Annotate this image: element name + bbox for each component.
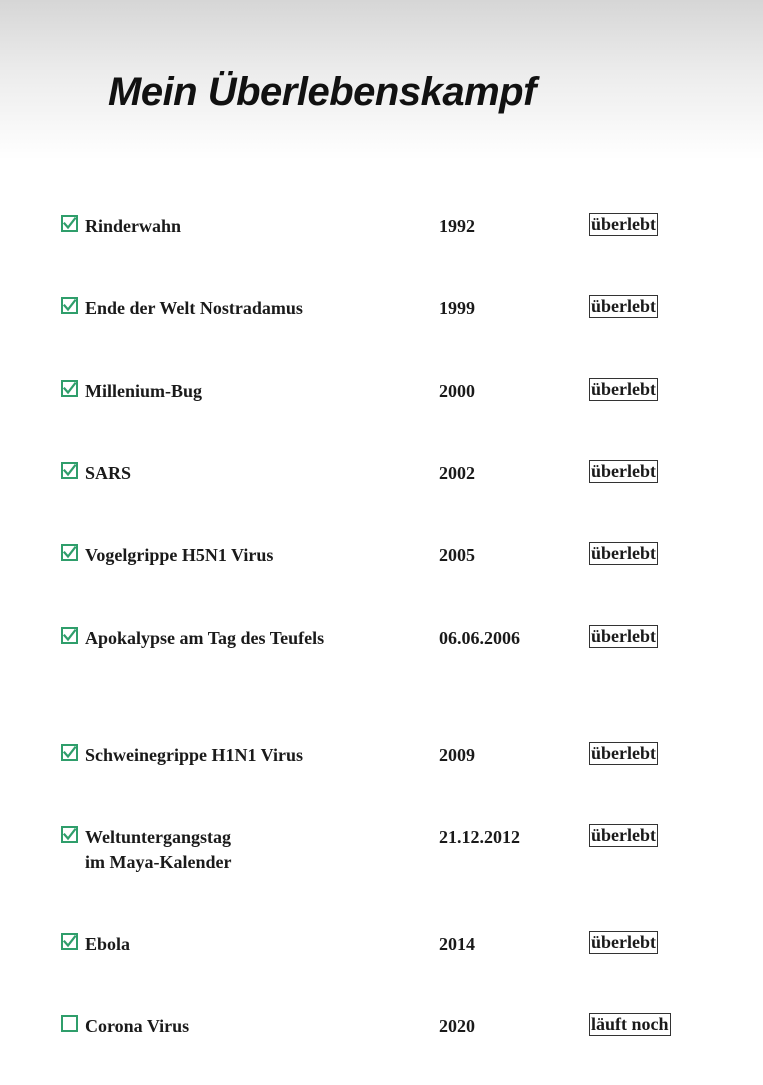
checked-checkbox-icon[interactable] bbox=[61, 933, 78, 950]
event-year: 2020 bbox=[439, 1016, 475, 1036]
event-year: 2014 bbox=[439, 934, 475, 954]
list-item bbox=[0, 626, 763, 697]
event-name-line: Ebola bbox=[85, 934, 131, 954]
checkmark-icon bbox=[63, 546, 76, 559]
status-badge: läuft noch bbox=[591, 1014, 669, 1034]
list-item bbox=[0, 296, 763, 367]
status-badge: überlebt bbox=[591, 825, 656, 845]
event-name-line: Schweinegrippe H1N1 Virus bbox=[85, 745, 304, 765]
event-year: 21.12.2012 bbox=[439, 827, 520, 847]
checkmark-icon bbox=[63, 828, 76, 841]
status-badge: überlebt bbox=[591, 379, 656, 399]
event-name-line: Weltuntergangstag bbox=[85, 827, 231, 847]
page-title: Mein Überlebenskampf bbox=[108, 70, 536, 114]
event-name-line-2: im Maya-Kalender bbox=[85, 852, 232, 872]
event-year: 2000 bbox=[439, 381, 475, 401]
unchecked-checkbox-icon[interactable] bbox=[61, 1015, 78, 1032]
checked-checkbox-icon[interactable] bbox=[61, 215, 78, 232]
status-badge: überlebt bbox=[591, 543, 656, 563]
list-item bbox=[0, 743, 763, 814]
event-name bbox=[85, 461, 131, 486]
event-name-line: Rinderwahn bbox=[85, 216, 182, 236]
event-name bbox=[85, 296, 303, 321]
list-item bbox=[0, 461, 763, 532]
list-item bbox=[0, 932, 763, 1003]
list-item bbox=[0, 214, 763, 285]
event-year: 2005 bbox=[439, 545, 475, 565]
list-item bbox=[0, 1014, 763, 1085]
checked-checkbox-icon[interactable] bbox=[61, 544, 78, 561]
event-name bbox=[85, 1014, 189, 1039]
checkmark-icon bbox=[63, 464, 76, 477]
event-name-line: Millenium-Bug bbox=[85, 381, 203, 401]
status-badge: überlebt bbox=[591, 932, 656, 952]
checked-checkbox-icon[interactable] bbox=[61, 627, 78, 644]
event-name-line: Vogelgrippe H5N1 Virus bbox=[85, 545, 274, 565]
checked-checkbox-icon[interactable] bbox=[61, 297, 78, 314]
event-name-line: Ende der Welt Nostradamus bbox=[85, 298, 303, 318]
list-item bbox=[0, 825, 763, 896]
event-year: 1999 bbox=[439, 298, 475, 318]
status-badge: überlebt bbox=[591, 461, 656, 481]
checked-checkbox-icon[interactable] bbox=[61, 380, 78, 397]
event-name-line: Corona Virus bbox=[85, 1016, 190, 1036]
status-badge: überlebt bbox=[591, 296, 656, 316]
event-name bbox=[85, 626, 324, 651]
checkmark-icon bbox=[63, 217, 76, 230]
status-badge: überlebt bbox=[591, 743, 656, 763]
event-name-line: Apokalypse am Tag des Teufels bbox=[85, 628, 325, 648]
checkmark-icon bbox=[63, 382, 76, 395]
event-name bbox=[85, 543, 273, 568]
event-year: 2009 bbox=[439, 745, 475, 765]
checked-checkbox-icon[interactable] bbox=[61, 744, 78, 761]
checkmark-icon bbox=[63, 299, 76, 312]
checked-checkbox-icon[interactable] bbox=[61, 826, 78, 843]
list-item bbox=[0, 379, 763, 450]
event-name bbox=[85, 743, 303, 768]
checkmark-icon bbox=[63, 746, 76, 759]
event-name bbox=[85, 379, 202, 404]
event-name bbox=[85, 214, 181, 239]
event-year: 2002 bbox=[439, 463, 475, 483]
event-name bbox=[85, 932, 130, 957]
status-badge: überlebt bbox=[591, 214, 656, 234]
event-name-line: SARS bbox=[85, 463, 132, 483]
event-year: 1992 bbox=[439, 216, 475, 236]
checkmark-icon bbox=[63, 935, 76, 948]
status-badge: überlebt bbox=[591, 626, 656, 646]
checked-checkbox-icon[interactable] bbox=[61, 462, 78, 479]
event-year: 06.06.2006 bbox=[439, 628, 520, 648]
checkmark-icon bbox=[63, 629, 76, 642]
list-item bbox=[0, 543, 763, 614]
event-name bbox=[85, 825, 231, 875]
